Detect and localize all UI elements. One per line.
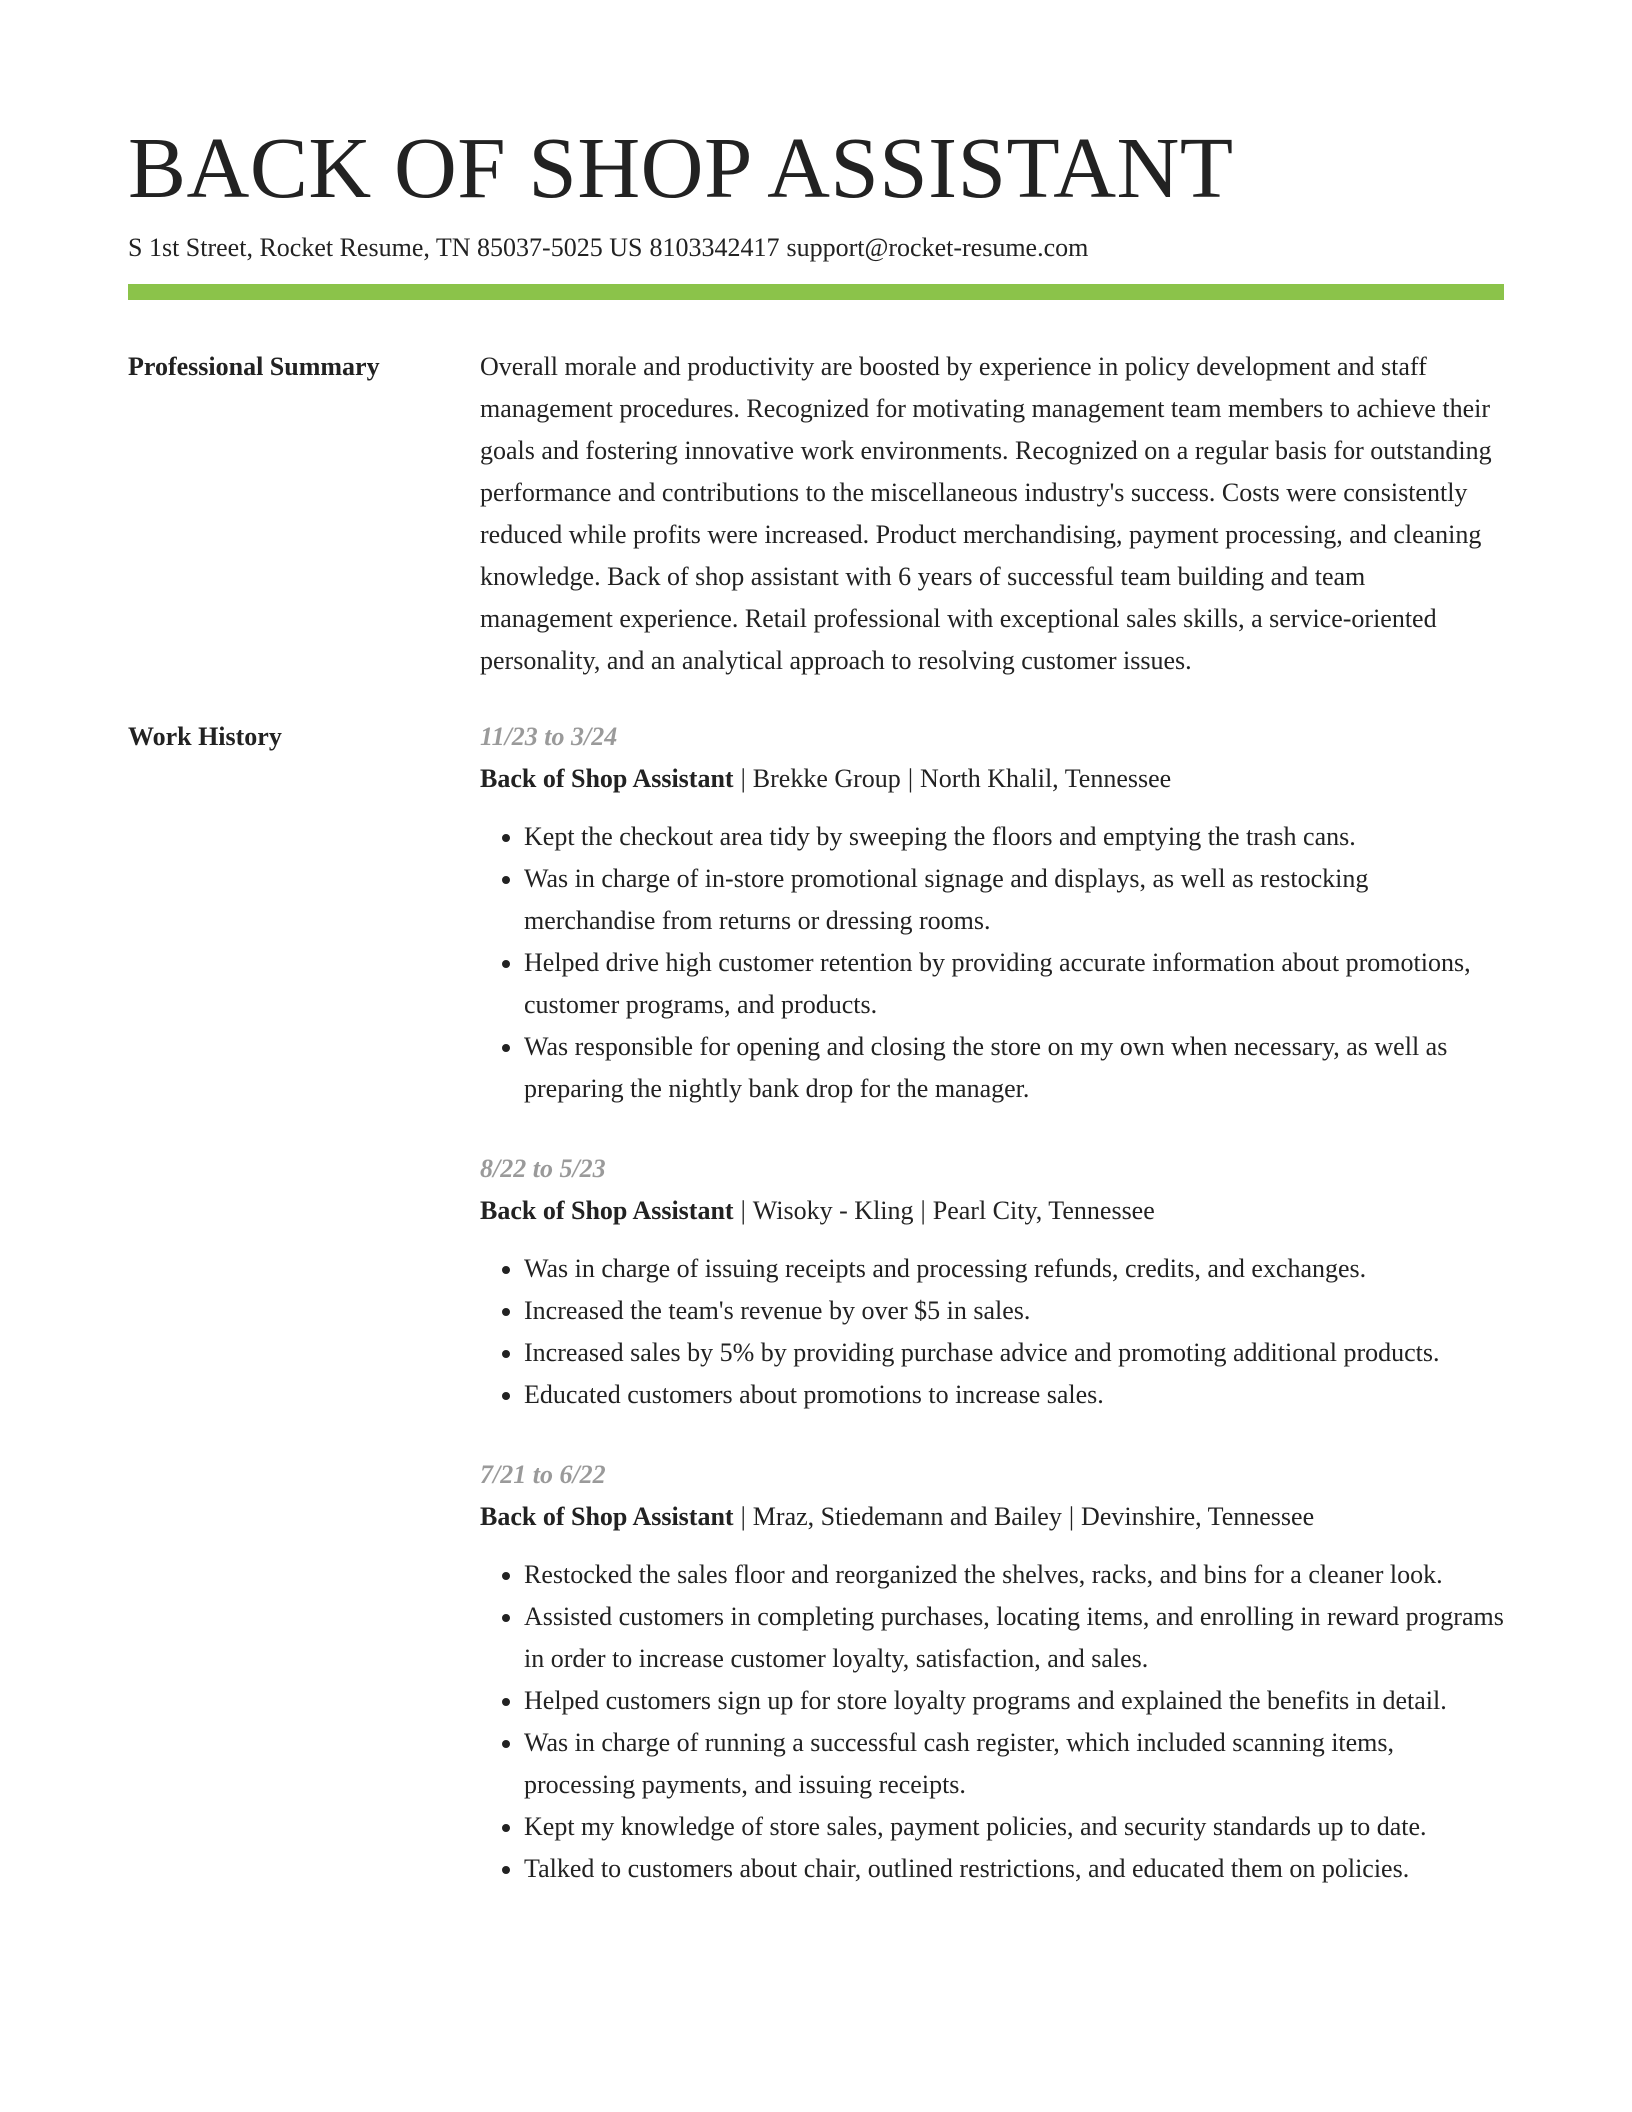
section-label-summary: Professional Summary <box>128 352 380 381</box>
resume-name-heading: BACK OF SHOP ASSISTANT <box>128 119 1234 216</box>
contact-line <box>128 232 1504 264</box>
separator: | <box>740 1502 746 1531</box>
resume-page <box>128 0 1504 1928</box>
job-location: Pearl City, Tennessee <box>932 1196 1155 1225</box>
job-title-line <box>480 758 1504 800</box>
job-title: Back of Shop Assistant <box>480 1196 734 1225</box>
job-bullet-item: • Was in charge of issuing receipts and processing refunds, credits, and exchanges. <box>524 1248 1504 1290</box>
job-entry <box>480 716 1504 1110</box>
job-entry <box>480 1148 1504 1416</box>
summary-body <box>480 346 1504 682</box>
job-entry <box>480 1454 1504 1890</box>
job-location: North Khalil, Tennessee <box>920 764 1172 793</box>
job-title: Back of Shop Assistant <box>480 764 734 793</box>
job-bullet-item: • Helped drive high customer retention by providing accurate information about promotions, customer programs, and products. <box>524 942 1504 1026</box>
job-bullet-item: • Was responsible for opening and closing the store on my own when necessary, as well as preparing the nightly bank drop for the manager. <box>524 1026 1504 1110</box>
job-title-line <box>480 1190 1504 1232</box>
job-bullet-item: • Kept the checkout area tidy by sweeping the floors and emptying the trash cans. <box>524 816 1504 858</box>
job-bullet-item: • Helped customers sign up for store loyalty programs and explained the benefits in detail. <box>524 1680 1504 1722</box>
separator: | <box>907 764 914 793</box>
job-dates: 8/22 to 5/23 <box>480 1154 606 1183</box>
job-bullet-item: • Restocked the sales floor and reorganized the shelves, racks, and bins for a cleaner look. <box>524 1554 1504 1596</box>
separator: | <box>740 1196 746 1225</box>
job-dates: 7/21 to 6/22 <box>480 1460 606 1489</box>
job-bullet-item: • Was in charge of running a successful cash register, which included scanning items, processing payments, and issuing receipts. <box>524 1722 1504 1806</box>
job-bullet-item: • Increased the team's revenue by over $5 in sales. <box>524 1290 1504 1332</box>
job-bullet-item: • Kept my knowledge of store sales, payment policies, and security standards up to date. <box>524 1806 1504 1848</box>
job-dates: 11/23 to 3/24 <box>480 722 618 751</box>
jobs-list <box>480 716 1504 1928</box>
job-location: Devinshire, Tennessee <box>1081 1502 1315 1531</box>
job-company: Brekke Group <box>752 764 901 793</box>
job-title: Back of Shop Assistant <box>480 1502 734 1531</box>
separator: | <box>1068 1502 1075 1531</box>
job-bullet-item: • Was in charge of in-store promotional signage and displays, as well as restocking merchandise from returns or dressing rooms. <box>524 858 1504 942</box>
job-bullet-item: • Increased sales by 5% by providing purchase advice and promoting additional products. <box>524 1332 1504 1374</box>
job-bullet-item: • Assisted customers in completing purchases, locating items, and enrolling in reward programs in order to increase customer loyalty, satisfaction, and sales. <box>524 1596 1504 1680</box>
summary-text: Overall morale and productivity are boosted by experience in policy development and staff management procedures. Recognized for motivating management team members to achieve their goals and fostering innovative work environments. Recognized on a regular basis for outstanding performance and contributions to the miscellaneous industry's success. Costs were consistently reduced while profits were increased. Product merchandising, payment processing, and cleaning knowledge. Back of shop assistant with 6 years of successful team building and team management experience. Retail professional with exceptional sales skills, a service-oriented personality, and an analytical approach to resolving customer issues. <box>480 352 1492 675</box>
job-company: Mraz, Stiedemann and Bailey <box>752 1502 1062 1531</box>
separator: | <box>920 1196 926 1225</box>
contact-address: S 1st Street, Rocket Resume, TN 85037-5025 US <box>128 233 643 262</box>
work-history-section <box>128 716 1504 1928</box>
job-company: Wisoky - Kling <box>752 1196 914 1225</box>
separator: | <box>740 764 746 793</box>
job-bullet-item: • Educated customers about promotions to increase sales. <box>524 1374 1504 1416</box>
job-title-line <box>480 1496 1504 1538</box>
contact-phone: 8103342417 <box>649 233 780 262</box>
job-bullet-item: • Talked to customers about chair, outlined restrictions, and educated them on policies. <box>524 1848 1504 1890</box>
job-bullets <box>480 1554 1504 1890</box>
professional-summary-section <box>128 346 1504 682</box>
section-label-work: Work History <box>128 722 282 751</box>
job-bullets <box>480 816 1504 1110</box>
contact-email: support@rocket-resume.com <box>786 233 1089 262</box>
header-divider <box>128 284 1504 300</box>
job-bullets <box>480 1248 1504 1416</box>
